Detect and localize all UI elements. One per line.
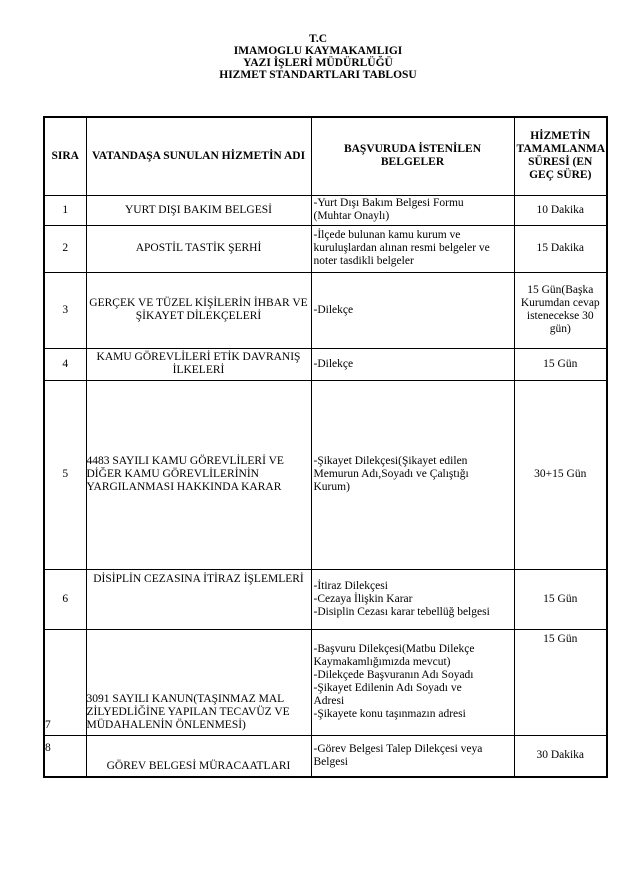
row-number: 2 (44, 225, 86, 272)
service-name: APOSTİL TASTİK ŞERHİ (86, 225, 311, 272)
row-number: 7 (44, 629, 86, 735)
table-header-row (44, 117, 607, 195)
document-line: noter tasdikli belgeler (313, 255, 414, 267)
document-line: Adresi (313, 695, 345, 707)
table-row (44, 569, 607, 629)
document-line: -Şikayet Edilenin Adı Soyadı ve (313, 682, 462, 694)
document-header (0, 33, 636, 81)
row-number: 4 (44, 348, 86, 380)
table-row (44, 225, 607, 272)
service-name: GERÇEK VE TÜZEL KİŞİLERİN İHBAR VE ŞİKAYET DİLEKÇELERİ (86, 272, 311, 348)
service-name: DİSİPLİN CEZASINA İTİRAZ İŞLEMLERİ (86, 569, 311, 629)
table-row (44, 629, 607, 735)
table-row (44, 348, 607, 380)
required-documents (311, 348, 514, 380)
document-line: -Görev Belgesi Talep Dilekçesi veya (313, 742, 483, 755)
completion-time: 10 Dakika (514, 195, 607, 225)
completion-time: 15 Gün (514, 348, 607, 380)
completion-time: 15 Dakika (514, 225, 607, 272)
document-line: -Disiplin Cezası karar tebellüğ belgesi (313, 605, 490, 618)
header-sure: HİZMETİN TAMAMLANMA SÜRESİ (EN GEÇ SÜRE) (514, 117, 607, 195)
document-line: Kurum) (313, 481, 350, 493)
row-number: 8 (44, 735, 86, 777)
document-line: Belgesi (313, 755, 348, 768)
completion-time: 30 Dakika (514, 735, 607, 777)
header-line-1: T.C (309, 33, 327, 45)
completion-time: 15 Gün (514, 629, 607, 735)
document-line: -Başvuru Dilekçesi(Matbu Dilekçe (313, 643, 475, 655)
service-standards-table (43, 116, 608, 778)
table-row (44, 380, 607, 569)
document-line: Memurun Adı,Soyadı ve Çalıştığı (313, 468, 469, 480)
document-line: -İtiraz Dilekçesi (313, 579, 388, 592)
document-line: -Dilekçede Başvuranın Adı Soyadı (313, 669, 474, 681)
document-line: -Şikayet Dilekçesi(Şikayet edilen (313, 455, 468, 467)
document-line: -Cezaya İlişkin Karar (313, 592, 413, 605)
completion-time: 30+15 Gün (514, 380, 607, 569)
service-name: KAMU GÖREVLİLERİ ETİK DAVRANIŞ İLKELERİ (86, 348, 311, 380)
document-line: Kaymakamlığımızda mevcut) (313, 656, 451, 668)
document-line: (Muhtar Onaylı) (313, 210, 390, 222)
header-hizmet: VATANDAŞA SUNULAN HİZMETİN ADI (86, 117, 311, 195)
document-line: -Dilekçe (313, 303, 354, 316)
required-documents (311, 380, 514, 569)
document-line: -Dilekçe (313, 357, 354, 370)
required-documents (311, 272, 514, 348)
row-number: 3 (44, 272, 86, 348)
table-row (44, 272, 607, 348)
document-line: -Şikayete konu taşınmazın adresi (313, 708, 466, 720)
document-line: kuruluşlardan alınan resmi belgeler ve (313, 242, 490, 254)
header-line-4: HIZMET STANDARTLARI TABLOSU (219, 69, 417, 81)
header-line-2: IMAMOGLU KAYMAKAMLIGI (233, 45, 403, 57)
service-name: YURT DIŞI BAKIM BELGESİ (86, 195, 311, 225)
header-line-3: YAZI İŞLERİ MÜDÜRLÜĞÜ (243, 57, 393, 69)
row-number: 1 (44, 195, 86, 225)
document-line: -İlçede bulunan kamu kurum ve (313, 229, 461, 241)
table-row (44, 195, 607, 225)
required-documents (311, 629, 514, 735)
header-sira: SIRA (44, 117, 86, 195)
service-name: GÖREV BELGESİ MÜRACAATLARI (86, 735, 311, 777)
required-documents (311, 735, 514, 777)
required-documents (311, 195, 514, 225)
service-name: 3091 SAYILI KANUN(TAŞINMAZ MAL ZİLYEDLİĞİNE YAPILAN TECAVÜZ VE MÜDAHALENİN ÖNLENMESİ) (86, 629, 311, 735)
row-number: 5 (44, 380, 86, 569)
document-line: -Yurt Dışı Bakım Belgesi Formu (313, 197, 464, 209)
service-name: 4483 SAYILI KAMU GÖREVLİLERİ VE DİĞER KAMU GÖREVLİLERİNİN YARGILANMASI HAKKINDA KARAR (86, 380, 311, 569)
completion-time: 15 Gün (514, 569, 607, 629)
required-documents (311, 225, 514, 272)
table-row (44, 735, 607, 777)
completion-time: 15 Gün(Başka Kurumdan cevap istenecekse 30 gün) (514, 272, 607, 348)
header-belgeler: BAŞVURUDA İSTENİLEN BELGELER (311, 117, 514, 195)
row-number: 6 (44, 569, 86, 629)
required-documents (311, 569, 514, 629)
